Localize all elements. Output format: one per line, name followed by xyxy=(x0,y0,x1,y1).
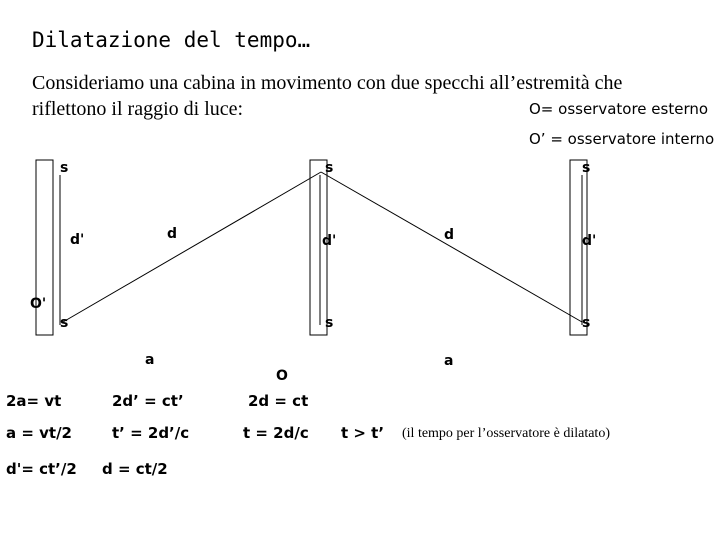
mirror-top-left: s xyxy=(60,160,69,176)
half-base-label-right: a xyxy=(444,353,454,369)
legend-internal: O’ = osservatore interno xyxy=(529,130,715,148)
half-base-label-left: a xyxy=(145,352,155,368)
inner-height-label-middle: d' xyxy=(322,233,337,249)
mirror-top-middle: s xyxy=(325,160,334,176)
observer-outer-label: O xyxy=(276,368,288,384)
mirror-top-right: s xyxy=(582,160,591,176)
legend-external: O= osservatore esterno xyxy=(529,100,709,118)
equation-t-prime: t’ = 2d’/c xyxy=(112,424,190,442)
light-path-diagonal-down xyxy=(321,172,582,322)
equation-d-prime: d'= ct’/2 xyxy=(6,460,77,478)
light-path-diagonal-up xyxy=(63,172,321,322)
inner-height-label-left: d' xyxy=(70,232,85,248)
equation-t-greater-t-prime: t > t’ xyxy=(341,424,385,442)
intro-line-2: riflettono il raggio di luce: xyxy=(32,98,244,120)
equation-2a-vt: 2a= vt xyxy=(6,392,62,410)
equation-d: d = ct/2 xyxy=(102,460,168,478)
equation-a-vt-half: a = vt/2 xyxy=(6,424,72,442)
diagonal-label-left: d xyxy=(167,226,178,242)
observer-inner-label: O' xyxy=(30,296,47,312)
intro-line-1: Consideriamo una cabina in movimento con due specchi all’estremità che xyxy=(32,72,623,94)
mirror-bottom-middle: s xyxy=(325,315,334,331)
dilation-note: (il tempo per l’osservatore è dilatato) xyxy=(402,426,610,441)
mirror-bottom-left: s xyxy=(60,315,69,331)
inner-height-label-right: d' xyxy=(582,233,597,249)
equation-t: t = 2d/c xyxy=(243,424,309,442)
equation-2d-ct: 2d = ct xyxy=(248,392,309,410)
mirror-bottom-right: s xyxy=(582,315,591,331)
diagonal-label-right: d xyxy=(444,227,455,243)
slide-title: Dilatazione del tempo… xyxy=(32,28,311,52)
equation-2d-prime-ct-prime: 2d’ = ct’ xyxy=(112,392,184,410)
